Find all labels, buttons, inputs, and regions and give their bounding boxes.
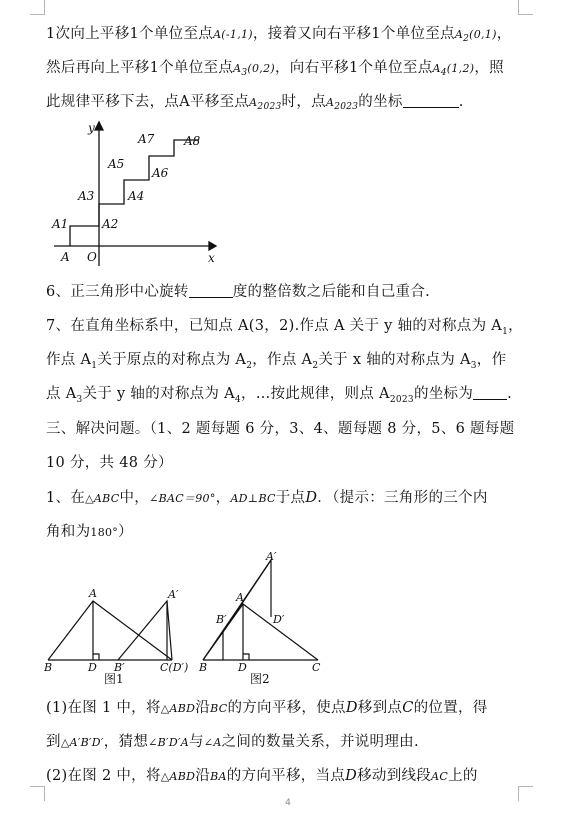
- corner-mark-top-right: [518, 0, 533, 15]
- answer-blank[interactable]: [403, 93, 459, 108]
- question-7-line-3: 点 $A_3$关于 y 轴的对称点为 $A_4$，…按此规律，则点 $A_{2023}$的坐标为 .: [46, 386, 513, 405]
- point-a1-label: A1: [52, 217, 69, 231]
- label-b-prime: B′: [114, 661, 125, 674]
- question-7-line-1: 7、在直角坐标系中，已知点 A(3，2).作点 A 关于 y 轴的对称点为 $A_1$，: [46, 318, 523, 337]
- problem-1-line-2: 角和为180°）: [46, 524, 133, 540]
- label-d: D: [88, 661, 97, 674]
- point-a3-label: A3: [78, 189, 95, 203]
- problem-1-part-1-line-2: 到△A′B′D′，猜想∠B′D′A与∠A之间的数量关系，并说明理由.: [46, 734, 419, 750]
- right-angle-d: [243, 654, 249, 660]
- point-a-label: A: [61, 250, 70, 264]
- point-a2-label: A2: [102, 217, 119, 231]
- label-d: D: [238, 661, 247, 674]
- question-7-line-2: 作点 $A_1$关于原点的对称点为 $A_2$，作点 $A_2$关于 x 轴的对称点为 $A_3$，作: [46, 352, 507, 371]
- figure-1-caption: 图1: [104, 672, 124, 686]
- section-3-heading: 三、解决问题。（1、2 题每题 6 分，3、4、题每题 8 分，5、6 题每题: [46, 421, 515, 437]
- origin-label: O: [87, 250, 97, 264]
- triangle-a-prime: [118, 601, 172, 660]
- text-line-1: 1次向上平移1个单位至点A(-1,1)，接着又向右平移1个单位至点$A_2(0,1)$，: [46, 26, 512, 45]
- label-a: A: [89, 587, 97, 600]
- question-6: 6、正三角形中心旋转 度的整倍数之后能和自己重合.: [46, 284, 431, 300]
- text-line-3: 此规律平移下去，点A平移至点$A_{2023}$时，点$A_{2023}$的坐标 .: [46, 94, 464, 113]
- point-a4-label: A4: [128, 189, 145, 203]
- point-a8-label: A8: [184, 134, 201, 148]
- triangle-abc: [48, 601, 172, 660]
- label-d-prime: D′: [273, 613, 285, 626]
- label-b: B: [199, 661, 208, 674]
- answer-blank[interactable]: [189, 283, 233, 298]
- x-label: x: [208, 251, 215, 265]
- figure-2-caption: 图2: [250, 672, 270, 686]
- answer-blank[interactable]: [473, 385, 507, 400]
- label-a-prime: A′: [168, 588, 179, 601]
- x-axis-arrow: [209, 242, 216, 250]
- problem-1-part-1-line-1: (1)在图 1 中，将△ABD沿BC的方向平移，使点D移到点C的位置，得: [46, 700, 488, 716]
- y-label: y: [88, 121, 95, 135]
- page-number: 4: [285, 798, 291, 808]
- line-ba-prime: [203, 560, 271, 660]
- text-line-2: 然后再向上平移1个单位至点$A_3(0,2)$，向右平移1个单位至点$A_4(1,2)$，照: [46, 60, 504, 79]
- y-axis-arrow: [95, 122, 103, 130]
- problem-1-part-2-line-1: (2)在图 2 中，将△ABD沿BA的方向平移，当点D移动到线段AC上的: [46, 768, 478, 784]
- problem-1-line-1: 1、在△ABC中，∠BAC＝90°，AD⊥BC于点D．（提示：三角形的三个内: [46, 490, 488, 506]
- label-a-prime: A′: [266, 550, 277, 563]
- section-3-heading-cont: 10 分，共 48 分）: [46, 455, 173, 471]
- point-a7-label: A7: [138, 132, 155, 146]
- label-a: A: [236, 591, 244, 604]
- label-b-prime: B′: [216, 613, 227, 626]
- right-angle-d: [93, 654, 99, 660]
- point-a6-label: A6: [152, 166, 169, 180]
- label-c-d-prime: C(D′): [160, 661, 189, 674]
- corner-mark-top-left: [30, 0, 45, 15]
- step-figure: [44, 118, 234, 270]
- figure-2: [198, 550, 330, 686]
- point-a5-label: A5: [108, 157, 125, 171]
- label-b: B: [44, 661, 53, 674]
- figure-1: [44, 586, 204, 686]
- label-c: C: [312, 661, 321, 674]
